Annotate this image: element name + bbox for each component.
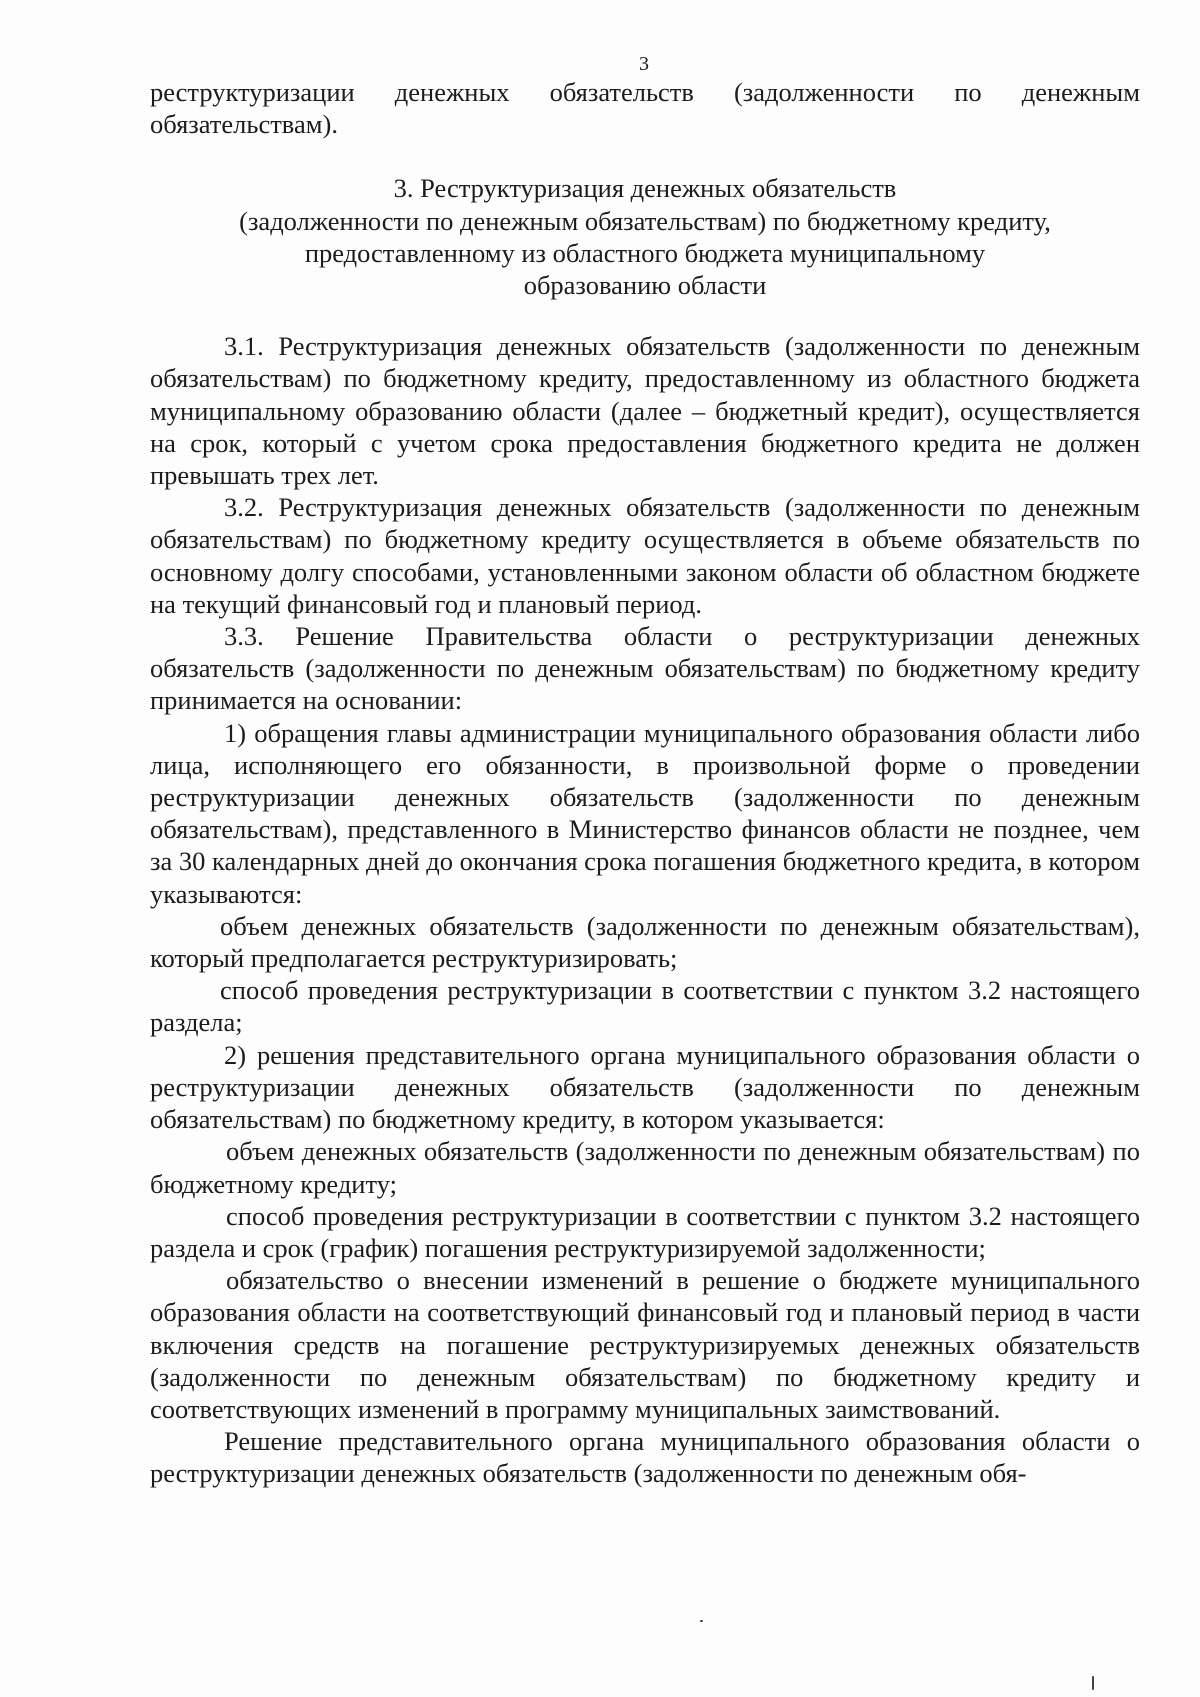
list-item-2-detail-c: обязательство о внесении изменений в решение о бюджете муниципального образования области на соответствующий финансовый год и плановый период в части включения средств на погашение реструктуризируемых денежных обязательств (задолженности по денежным обязательствам) по бюджетному кредиту и соответствующих изменений в программу муниципальных заимствований. [150, 1265, 1140, 1424]
section-heading [150, 172, 1140, 301]
section-heading-line-3: предоставленному из областного бюджета муниципальному [304, 237, 986, 268]
list-item-1: 1) обращения главы администрации муниципального образования области либо лица, исполняющего его обязанности, в произвольной форме о проведении реструктуризации денежных обязательств (задолженности по денежным обязательствам), представленного в Министерство финансов области не позднее, чем за 30 календарных дней до окончания срока погашения бюджетного кредита, в котором указываются: [150, 717, 1140, 909]
scan-speck [700, 1620, 703, 1622]
list-item-1-detail-b: способ проведения реструктуризации в соответствии с пунктом 3.2 настоящего раздела; [150, 975, 1140, 1038]
page-number: 3 [639, 53, 649, 75]
clause-3-1: 3.1. Реструктуризация денежных обязательств (задолженности по денежным обязательствам) по бюджетному кредиту, предоставленному из областного бюджета муниципальному образованию области (далее – бюджетный кредит), осуществляется на срок, который с учетом срока предоставления бюджетного кредита не должен превышать трех лет. [150, 331, 1140, 491]
intro-continuation: реструктуризации денежных обязательств (задолженности по денежным обязательствам). [150, 77, 1140, 140]
section-heading-line-2: (задолженности по денежным обязательствам) по бюджетному кредиту, [239, 205, 1051, 236]
clause-3-2: 3.2. Реструктуризация денежных обязательств (задолженности по денежным обязательствам) по бюджетному кредиту осуществляется в объеме обязательств по основному долгу способами, установленными законом области об областном бюджете на текущий финансовый год и плановый период. [150, 492, 1140, 619]
clause-3-3: 3.3. Решение Правительства области о реструктуризации денежных обязательств (задолженности по денежным обязательствам) по бюджетному кредиту принимается на основании: [150, 621, 1140, 716]
section-heading-line-4: образованию области [523, 270, 767, 301]
section-heading-line-1: 3. Реструктуризация денежных обязательств [393, 173, 897, 204]
list-item-2: 2) решения представительного органа муниципального образования области о реструктуризации денежных обязательств (задолженности по денежным обязательствам) по бюджетному кредиту, в котором указывается: [150, 1039, 1140, 1135]
list-item-2-detail-b: способ проведения реструктуризации в соответствии с пунктом 3.2 настоящего раздела и срок (график) погашения реструктуризируемой задолженности; [150, 1200, 1140, 1263]
list-item-1-detail-a: объем денежных обязательств (задолженности по денежным обязательствам), который предполагается реструктуризировать; [150, 910, 1140, 974]
list-item-2-detail-a: объем денежных обязательств (задолженности по денежным обязательствам) по бюджетному кредиту; [150, 1136, 1140, 1199]
closing-paragraph: Решение представительного органа муниципального образования области о реструктуризации денежных обязательств (задолженности по денежным обя- [150, 1426, 1140, 1489]
scan-speck [1092, 1676, 1094, 1690]
document-body [150, 76, 1140, 1490]
